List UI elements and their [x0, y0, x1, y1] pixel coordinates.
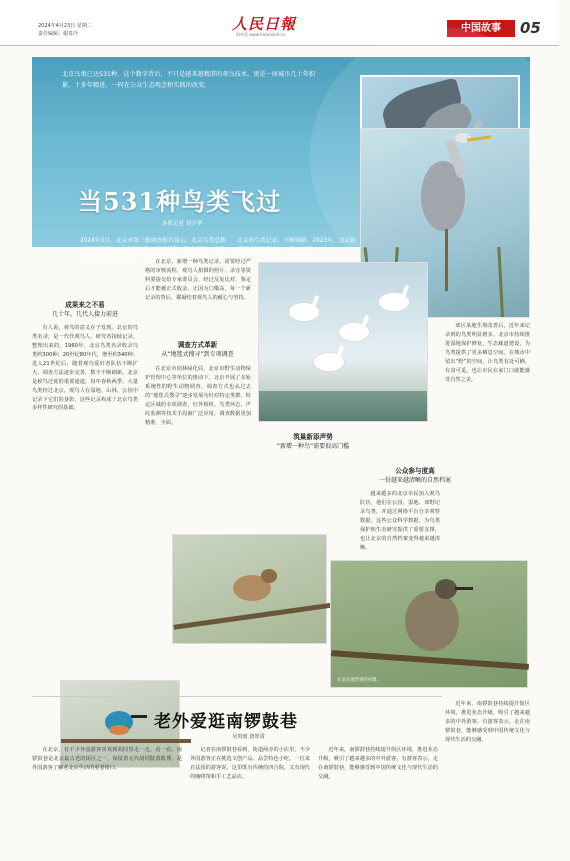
section-label: 中国故事: [447, 20, 515, 37]
night-heron-photo: [330, 560, 528, 688]
branch: [173, 601, 342, 630]
sparrow-photo: [172, 534, 327, 644]
photo-caption: 在北京观察到的夜鹭。: [337, 678, 381, 683]
section-subtitle: 从“地毯式搜寻”到专项调查: [161, 351, 234, 359]
newspaper-site: 海外版 www.haiwainet.cn: [236, 32, 286, 37]
hero-paragraph: 北京的鸟类记录，不断刷新。2023年，北京新增记录的鸟类有……种。这些……: [237, 238, 357, 254]
section-subtitle: 几十年，几代人接力前进: [51, 311, 118, 319]
sparrow-head: [261, 569, 277, 583]
article-column: [318, 746, 438, 854]
article-text: 近年来，南锣鼓巷持续提升街区环境，推进业态升级，吸引了越来越多的中外游客。有游客表示，走在南锣鼓巷，能够感受到中国传统文化与现代生活的交融。: [445, 701, 530, 743]
page-number: 05: [520, 19, 541, 37]
branch: [61, 739, 191, 743]
article-text: 有人说，观鸟的意义在于发现。北京的鸟类名录，是一代代观鸟人、研究者接续记录、整理出来的。1960年，北京鸟类名录收录鸟类约300种；20世纪80年代，增至约340种；进入21世纪后，随着观鸟爱好者队伍不断扩大、调查方法逐步完善，数字不断刷新。北京是候鸟迁徙的重要通道，每年春秋两季，大量鸟类经过北京。观鸟人在湿地、山林、公园中记录下它们的身影，这些记录构成了北京鸟类多样性研究的基础。: [32, 325, 138, 412]
section-title: 公众参与度高: [395, 467, 435, 475]
egret: [314, 353, 344, 371]
egret: [289, 303, 319, 321]
article-text: 越来越多的北京市民加入观鸟队伍，他们在公园、湿地、郊野记录鸟类，并通过网络平台分享观察数据。这些公众科学数据，为鸟类保护和生态研究提供了重要支撑，也让北京的自然档案变得越来越清晰。: [360, 491, 440, 551]
egret: [339, 323, 369, 341]
night-heron-beak: [455, 587, 473, 590]
section-heading: [145, 340, 250, 360]
section-title: 成果来之不易: [65, 301, 105, 309]
section-subtitle: 一份越来越清晰的自然档案: [378, 477, 451, 485]
article-lede: 北京鸟类已达531种，这个数字背后，不只是越来越精湛的观鸟技术，更是一座城市几十年积累、十多年精进、一同在公众生态观念和实践的改变。: [62, 71, 316, 89]
section-title: 调查方式革新: [177, 341, 218, 349]
bottom-article-headline: 老外爱逛南锣鼓巷: [154, 712, 298, 732]
article-column: [360, 490, 440, 554]
article-text: 在北京，有不少外国游客喜欢到胡同里走一走、看一看。南锣鼓巷是北京最古老的街区之一，保留着元代胡同院落肌理，是外国游客了解老北京生活的重要窗口。: [32, 747, 182, 771]
article-column: [32, 324, 138, 684]
night-heron-body: [405, 591, 459, 651]
water: [259, 391, 427, 421]
kingfisher-beak: [131, 715, 147, 718]
editor-credit: 责任编辑：谢泉玲: [38, 31, 79, 37]
issue-date: 2024年4月23日 星期二: [38, 23, 92, 29]
article-headline: 当531种鸟类飞过: [78, 187, 282, 216]
bottom-article-byline: 吴贵雨 唐彤霄: [232, 734, 265, 740]
article-text: 在北京市园林绿化局、北京市野生动物保护管理中心等单位的推动下，北京开展了多轮系统性的野生动物调查。调查方式也从过去的“地毯式搜寻”逐步发展为针对特定类群、特定区域的专项调查，红外相机、鸟类环志、声纹监测等技术手段被广泛应用，调查数据更加精准、全面。: [145, 366, 251, 426]
egret: [379, 293, 409, 311]
section-heading: [40, 300, 130, 320]
article-text: 记者在南锣鼓巷看到，街道两旁的小店里，不少外国游客正在挑选文创产品、品尝特色小吃。一位来自法国的游客说，这里既有传统的四合院，又有现代的咖啡馆和手工艺品店。: [190, 747, 310, 780]
article-byline: 本报记者 刘少华: [162, 221, 203, 227]
article-column: [32, 746, 182, 854]
article-column: [445, 700, 530, 850]
article-column: [445, 322, 530, 554]
article-column: [190, 746, 310, 854]
reed: [497, 247, 504, 317]
egret-photo: [258, 262, 428, 422]
hero-paragraph: 2024年3月，北京市第三批调查报告显示，北京鸟类总数已增至531种，在各国首都中名列前茅。数十年间，北京从鸟类记录不足300种，增长到……: [80, 238, 226, 263]
night-heron-head: [435, 579, 457, 599]
section-heading: [258, 432, 368, 452]
kingfisher-breast: [109, 725, 129, 735]
section-divider: [32, 696, 442, 697]
branch: [331, 650, 529, 670]
section-title: 筑巢新添声势: [293, 433, 333, 441]
article-column: [145, 365, 251, 533]
article-column: [145, 258, 251, 334]
article-text: 郊区某地生境改善后，近年来记录到的鸟类明显增多。北京市持续推进湿地保护修复、生态廊道建设，为鸟类提供了更多栖息空间。在城市中留出“野”的空间，让鸟类有处可栖、有食可觅，也让市民在家门口就能感受自然之美。: [445, 323, 530, 383]
heron-leg: [445, 229, 448, 291]
section-subtitle: “新增一种鸟”需要很高门槛: [276, 443, 350, 451]
article-text: 在北京，新增一种鸟类记录，需要经过严格的审核流程。观鸟人拍摄的照片、录音等资料要提交给专家委员会，经过反复比对、鉴定后才能被正式收录。正因为门槛高，每一个新记录的背后，都凝结着观鸟人的耐心与坚持。: [145, 259, 251, 301]
article-text: 近年来，南锣鼓巷持续提升街区环境，推进业态升级，吸引了越来越多的中外游客。有游客表示，走在南锣鼓巷，能够感受到中国传统文化与现代生活的交融。: [318, 747, 438, 780]
newspaper-logo: 人民日報: [232, 15, 297, 33]
